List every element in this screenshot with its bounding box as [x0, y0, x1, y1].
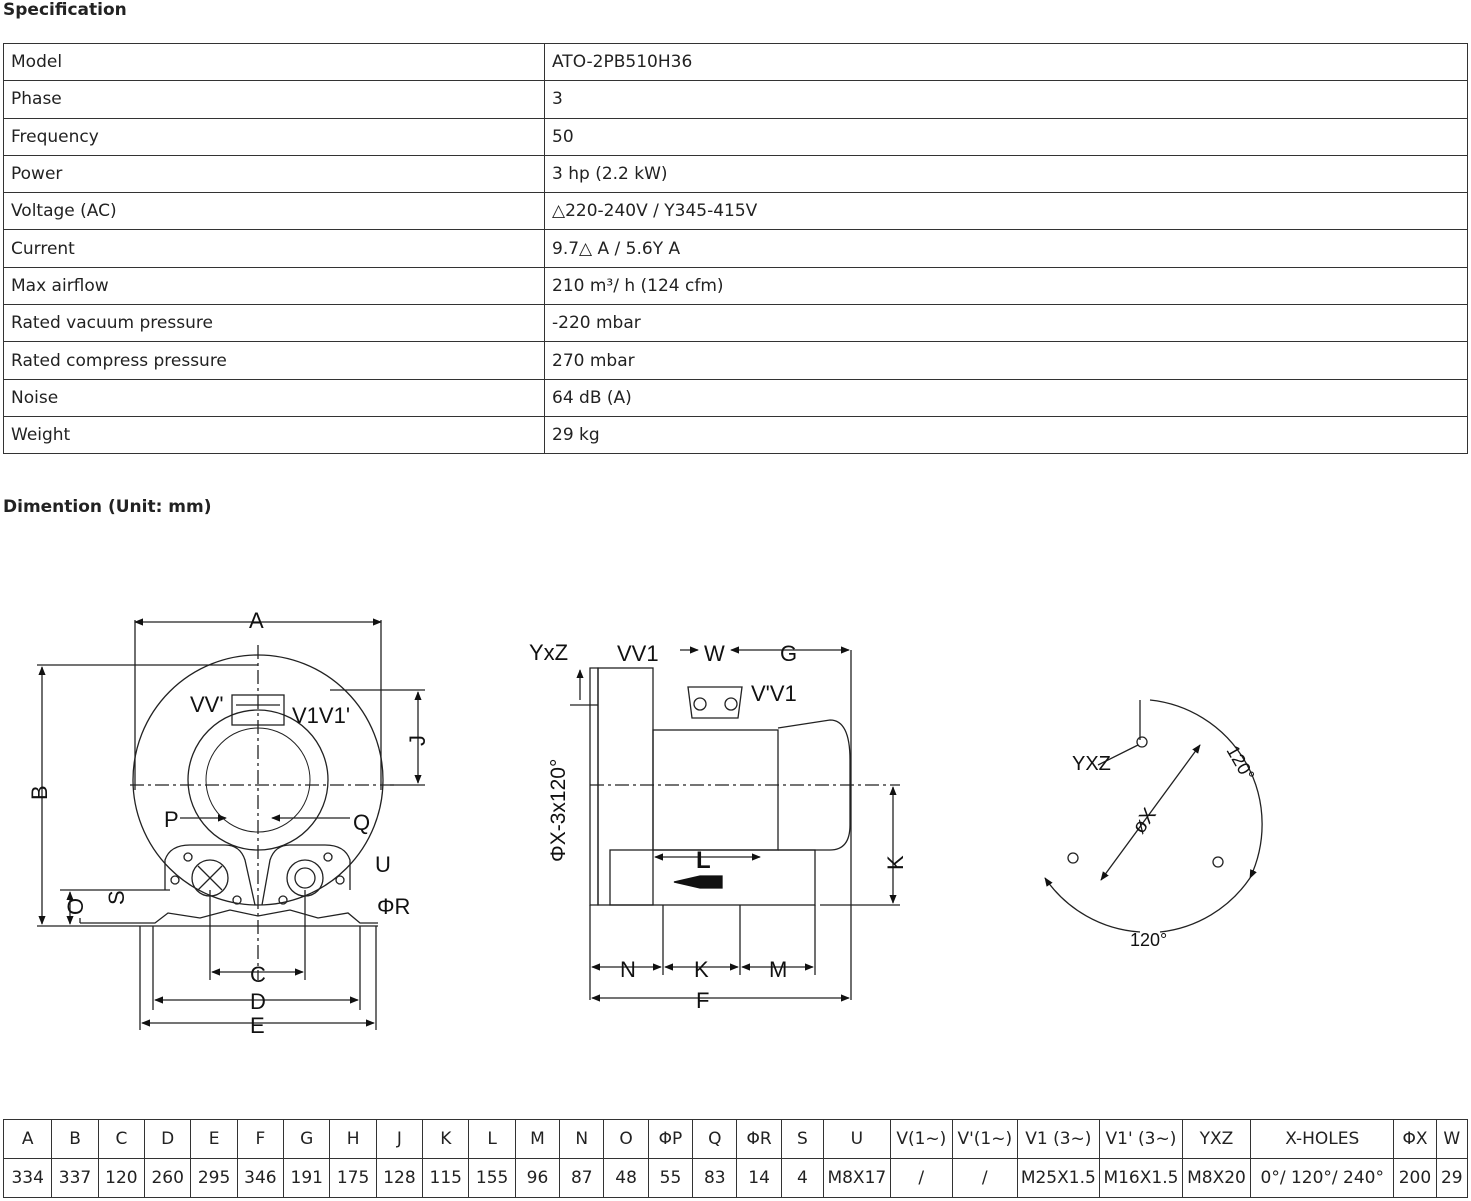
dim-label-K: K — [883, 855, 908, 870]
dim-label-YxZ: YxZ — [529, 640, 569, 665]
spec-label: Weight — [4, 416, 545, 453]
spec-label: Model — [4, 44, 545, 81]
dimension-header-cell: A — [4, 1120, 52, 1159]
dim-label-J: J — [405, 735, 430, 746]
dim-label-P: P — [164, 807, 179, 832]
dimension-header-cell: ΦR — [737, 1120, 781, 1159]
dimension-header-cell: U — [824, 1120, 890, 1159]
spec-row — [4, 305, 1468, 342]
dimension-value-cell: 155 — [469, 1159, 515, 1198]
spec-value: 210 m³/ h (124 cfm) — [545, 267, 1468, 304]
dimension-header-cell: X-HOLES — [1251, 1120, 1394, 1159]
dimension-header-cell: V'(1~) — [953, 1120, 1017, 1159]
dim-label-V1V1-side: V'V1 — [751, 681, 797, 706]
dim-label-O: O — [63, 897, 88, 915]
spec-label: Max airflow — [4, 267, 545, 304]
dim-label-M: M — [769, 957, 788, 982]
spec-label: Power — [4, 155, 545, 192]
dimension-value-cell: 128 — [376, 1159, 422, 1198]
dim-label-D: D — [250, 989, 266, 1014]
dimension-header-cell: D — [145, 1120, 191, 1159]
dimension-value-cell: 115 — [423, 1159, 469, 1198]
dimension-value-cell: 14 — [737, 1159, 781, 1198]
spec-row — [4, 118, 1468, 155]
dimension-header-cell: L — [469, 1120, 515, 1159]
specification-table — [3, 43, 1468, 454]
dim-label-W: W — [704, 641, 725, 666]
spec-value: 29 kg — [545, 416, 1468, 453]
dimension-value-cell: 337 — [52, 1159, 98, 1198]
dim-label-YXZ-holes: YXZ — [1072, 753, 1111, 775]
dim-label-B: B — [27, 785, 52, 800]
dim-label-R: ΦR — [377, 894, 411, 919]
dim-label-F: F — [696, 988, 710, 1013]
spec-label: Current — [4, 230, 545, 267]
spec-value: 64 dB (A) — [545, 379, 1468, 416]
dim-label-X3: ΦX-3x120° — [547, 758, 570, 862]
spec-label: Noise — [4, 379, 545, 416]
dimension-value-cell: 346 — [237, 1159, 283, 1198]
spec-row — [4, 155, 1468, 192]
dimension-value-cell: 175 — [330, 1159, 376, 1198]
dimension-header-cell: ΦX — [1394, 1120, 1436, 1159]
dimension-header-cell: N — [560, 1120, 604, 1159]
dimension-header-cell: E — [191, 1120, 237, 1159]
dimension-header-cell: K — [423, 1120, 469, 1159]
spec-value: 9.7△ A / 5.6Y A — [545, 230, 1468, 267]
dim-label-U: U — [375, 852, 391, 877]
dimension-value-cell: 120 — [98, 1159, 144, 1198]
spec-row — [4, 230, 1468, 267]
dimension-header-cell: V(1~) — [890, 1120, 952, 1159]
angle-label-2: 120° — [1130, 930, 1168, 950]
dimension-value-cell: / — [890, 1159, 952, 1198]
dim-label-S: S — [104, 890, 129, 905]
dimension-value-cell: 200 — [1394, 1159, 1436, 1198]
dimension-header-cell: J — [376, 1120, 422, 1159]
dim-label-Q: Q — [353, 810, 371, 835]
dimension-value-cell: 295 — [191, 1159, 237, 1198]
dimension-heading: Dimention (Unit: mm) — [3, 497, 212, 517]
spec-label: Frequency — [4, 118, 545, 155]
spec-row — [4, 193, 1468, 230]
dim-label-K2: K — [694, 957, 709, 982]
dimension-header-cell: S — [781, 1120, 823, 1159]
dimension-value-cell: 0°/ 120°/ 240° — [1251, 1159, 1394, 1198]
specification-heading: Specification — [3, 0, 127, 20]
spec-row — [4, 81, 1468, 118]
spec-value: 3 hp (2.2 kW) — [545, 155, 1468, 192]
dimension-value-cell: M8X17 — [824, 1159, 890, 1198]
angle-label-1: 120° — [1222, 742, 1259, 785]
dimension-value-cell: 4 — [781, 1159, 823, 1198]
spec-row — [4, 379, 1468, 416]
dimension-table — [3, 1119, 1468, 1198]
dimension-header-cell: H — [330, 1120, 376, 1159]
dimension-header-cell: G — [284, 1120, 330, 1159]
dimension-value-cell: M8X20 — [1182, 1159, 1251, 1198]
spec-value: 270 mbar — [545, 342, 1468, 379]
dim-label-G: G — [780, 641, 798, 666]
dim-label-VV1: VV1 — [617, 641, 659, 666]
dimension-header-cell: V1 (3~) — [1017, 1120, 1100, 1159]
spec-value: △220-240V / Y345-415V — [545, 193, 1468, 230]
dimension-header-cell: F — [237, 1120, 283, 1159]
dimension-value-cell: 96 — [515, 1159, 559, 1198]
dimension-header-cell: YXZ — [1182, 1120, 1251, 1159]
dimension-value-cell: M25X1.5 — [1017, 1159, 1100, 1198]
dimension-header-cell: B — [52, 1120, 98, 1159]
dimension-header-cell: W — [1436, 1120, 1467, 1159]
dimension-header-cell: V1' (3~) — [1100, 1120, 1183, 1159]
dimension-value-row — [4, 1159, 1468, 1198]
spec-value: 3 — [545, 81, 1468, 118]
dimension-value-cell: 334 — [4, 1159, 52, 1198]
dim-label-A: A — [249, 608, 264, 633]
spec-label: Phase — [4, 81, 545, 118]
dimension-header-row — [4, 1120, 1468, 1159]
dimension-value-cell: 191 — [284, 1159, 330, 1198]
spec-label: Rated vacuum pressure — [4, 305, 545, 342]
spec-value: ATO-2PB510H36 — [545, 44, 1468, 81]
spec-row — [4, 416, 1468, 453]
dim-label-VV: VV' — [190, 692, 224, 717]
spec-row — [4, 44, 1468, 81]
dimension-value-cell: 48 — [604, 1159, 648, 1198]
spec-label: Rated compress pressure — [4, 342, 545, 379]
dimension-header-cell: M — [515, 1120, 559, 1159]
dimension-value-cell: 55 — [648, 1159, 692, 1198]
spec-value: 50 — [545, 118, 1468, 155]
dimension-value-cell: / — [953, 1159, 1017, 1198]
dimension-header-cell: Q — [693, 1120, 737, 1159]
spec-row — [4, 342, 1468, 379]
dimension-value-cell: 87 — [560, 1159, 604, 1198]
side-view — [570, 650, 900, 1000]
dim-label-X-holes: øX — [1128, 804, 1161, 838]
dimension-value-cell: M16X1.5 — [1100, 1159, 1183, 1198]
dimension-header-cell: ΦP — [648, 1120, 692, 1159]
spec-label: Voltage (AC) — [4, 193, 545, 230]
dimension-header-cell: O — [604, 1120, 648, 1159]
dim-label-L: L — [696, 847, 711, 874]
dimension-value-cell: 260 — [145, 1159, 191, 1198]
dim-label-C: C — [250, 962, 266, 987]
dimension-drawing — [0, 560, 1471, 1040]
dim-label-V1V1: V1V1' — [292, 703, 351, 728]
dimension-header-cell: C — [98, 1120, 144, 1159]
spec-value: -220 mbar — [545, 305, 1468, 342]
dim-label-E: E — [250, 1013, 265, 1038]
dimension-value-cell: 29 — [1436, 1159, 1467, 1198]
spec-row — [4, 267, 1468, 304]
dim-label-N: N — [620, 957, 636, 982]
dimension-value-cell: 83 — [693, 1159, 737, 1198]
